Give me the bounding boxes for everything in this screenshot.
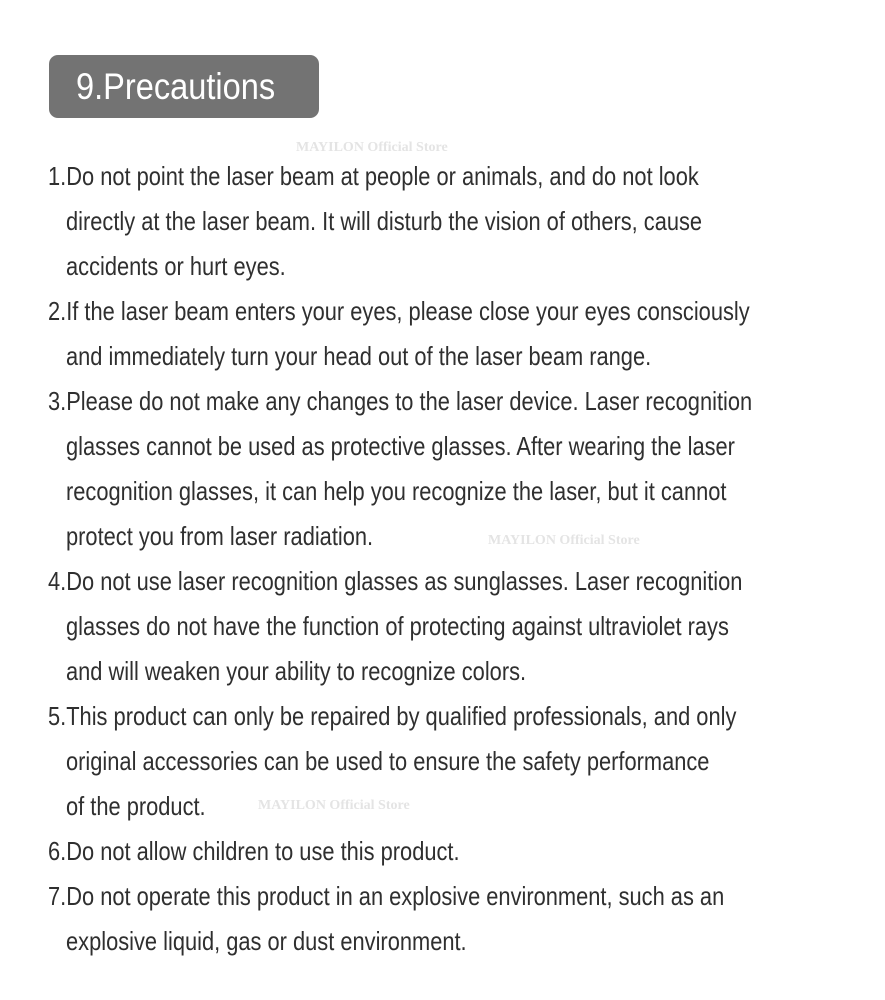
precaution-2-line-1: 2.If the laser beam enters your eyes, please close your eyes consciously bbox=[48, 296, 750, 326]
precaution-3-line-1: 3.Please do not make any changes to the laser device. Laser recognition bbox=[48, 386, 753, 416]
precaution-4-line-1: 4.Do not use laser recognition glasses as sunglasses. Laser recognition bbox=[48, 566, 743, 596]
watermark: MAYILON Official Store bbox=[488, 533, 640, 548]
precaution-4-line-3: and will weaken your ability to recognize colors. bbox=[66, 656, 527, 686]
precaution-6-line-1: 6.Do not allow children to use this product. bbox=[48, 836, 460, 866]
precaution-7-line-2: explosive liquid, gas or dust environment. bbox=[66, 926, 467, 956]
section-title: 9.Precautions bbox=[76, 65, 276, 107]
precaution-3-line-2: glasses cannot be used as protective glasses. After wearing the laser bbox=[66, 431, 735, 461]
watermark: MAYILON Official Store bbox=[258, 798, 410, 813]
watermark: MAYILON Official Store bbox=[296, 140, 448, 155]
precaution-5-line-1: 5.This product can only be repaired by qualified professionals, and only bbox=[48, 701, 737, 731]
precaution-5-line-3: of the product. bbox=[66, 791, 206, 821]
precaution-4-line-2: glasses do not have the function of protecting against ultraviolet rays bbox=[66, 611, 729, 641]
precaution-2-line-2: and immediately turn your head out of the laser beam range. bbox=[66, 341, 652, 371]
precaution-1-line-1: 1.Do not point the laser beam at people or animals, and do not look bbox=[48, 161, 699, 191]
section-title-badge bbox=[49, 55, 319, 118]
precaution-1-line-2: directly at the laser beam. It will disturb the vision of others, cause bbox=[66, 206, 703, 236]
precaution-5-line-2: original accessories can be used to ensure the safety performance bbox=[66, 746, 710, 776]
precaution-3-line-3: recognition glasses, it can help you recognize the laser, but it cannot bbox=[66, 476, 727, 506]
precaution-7-line-1: 7.Do not operate this product in an explosive environment, such as an bbox=[48, 881, 725, 911]
precaution-3-line-4: protect you from laser radiation. bbox=[66, 521, 374, 551]
precaution-1-line-3: accidents or hurt eyes. bbox=[66, 251, 286, 281]
